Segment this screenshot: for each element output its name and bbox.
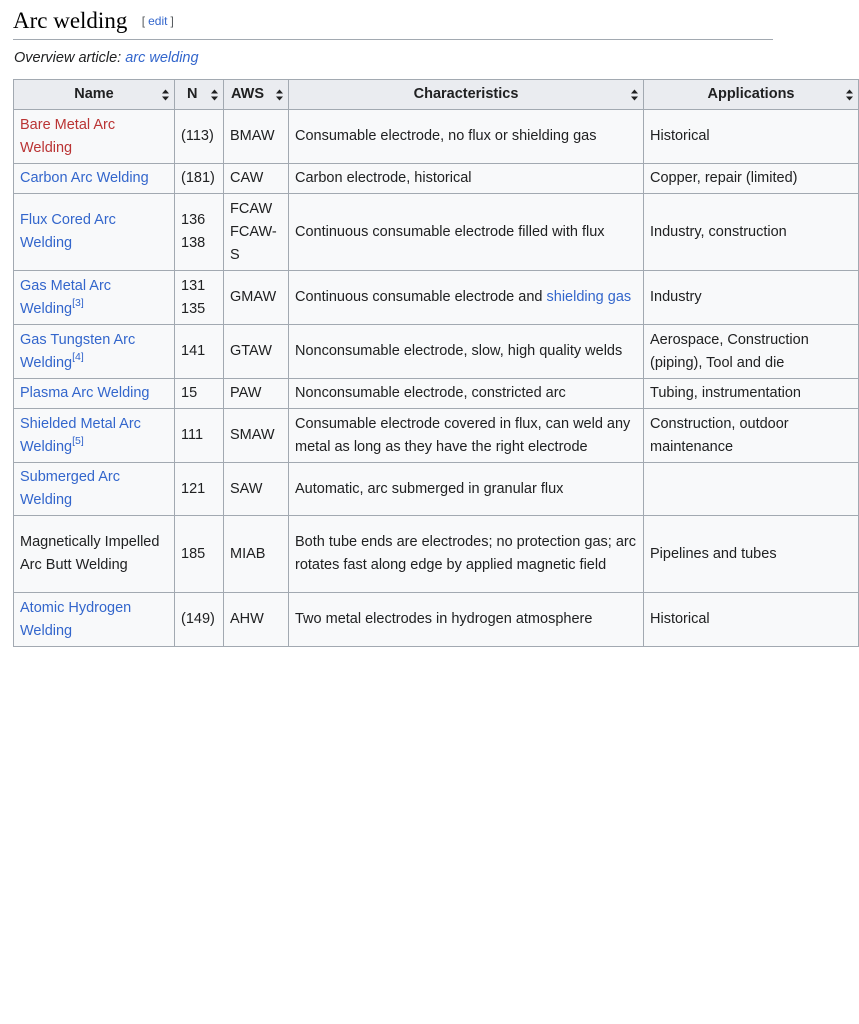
row-name-link[interactable]: Submerged Arc Welding: [20, 469, 120, 508]
cell-applications: Industry, construction: [644, 194, 859, 271]
cell-n: 185: [175, 516, 224, 593]
aws-value-1: FCAW: [230, 200, 273, 217]
cell-aws: MIAB: [224, 516, 289, 593]
cell-n: [175, 194, 224, 271]
row-name-link[interactable]: Shielded Metal Arc Welding: [20, 415, 141, 455]
cell-applications: Copper, repair (limited): [644, 164, 859, 194]
column-header-name-label: Name: [74, 86, 114, 102]
n-value-1: 131: [181, 277, 206, 294]
row-name-link[interactable]: Bare Metal Arc Welding: [20, 116, 116, 156]
cell-n: (113): [175, 110, 224, 164]
hatnote-link[interactable]: arc welding: [125, 50, 199, 66]
shielding-gas-link[interactable]: shielding gas: [546, 289, 632, 305]
column-header-aws-label: AWS: [231, 86, 265, 102]
table-row: [14, 164, 859, 194]
sort-icon: [846, 89, 853, 100]
table-row: [14, 379, 859, 409]
cell-aws: SAW: [224, 463, 289, 516]
table-header-row: [14, 80, 859, 110]
cell-applications: Tubing, instrumentation: [644, 379, 859, 409]
sort-icon: [631, 89, 638, 100]
column-header-characteristics-label: Characteristics: [413, 86, 519, 102]
cell-applications: [644, 463, 859, 516]
cell-characteristics: [289, 271, 644, 325]
column-header-name[interactable]: [14, 80, 175, 110]
cell-n: (149): [175, 593, 224, 647]
cell-n: 121: [175, 463, 224, 516]
cell-aws: SMAW: [224, 409, 289, 463]
table-row: [14, 194, 859, 271]
characteristics-text: Continuous consumable electrode and: [295, 289, 547, 305]
cell-name: Magnetically Impelled Arc Butt Welding: [14, 516, 175, 593]
cell-aws: GMAW: [224, 271, 289, 325]
cell-name: [14, 409, 175, 463]
cell-characteristics: Two metal electrodes in hydrogen atmosphere: [289, 593, 644, 647]
aws-value-2: FCAW-S: [230, 223, 277, 263]
cell-applications: Historical: [644, 593, 859, 647]
table-row: [14, 271, 859, 325]
cell-aws: CAW: [224, 164, 289, 194]
row-name-link[interactable]: Atomic Hydrogen Welding: [20, 599, 132, 639]
table-row: [14, 409, 859, 463]
column-header-n-label: N: [187, 86, 198, 102]
cell-characteristics: Automatic, arc submerged in granular flux: [289, 463, 644, 516]
cell-n: (181): [175, 164, 224, 194]
cell-applications: [644, 409, 859, 463]
hatnote-prefix: Overview article:: [14, 50, 126, 66]
cell-applications: Historical: [644, 110, 859, 164]
sort-icon: [276, 89, 283, 100]
sort-icon: [211, 89, 218, 100]
table-row: [14, 110, 859, 164]
applications-line-1: Construction, outdoor: [650, 415, 789, 432]
row-name-link[interactable]: Plasma Arc Welding: [20, 385, 150, 401]
cell-characteristics: Consumable electrode covered in flux, can weld any metal as long as they have the right electrode: [289, 409, 644, 463]
cell-characteristics: Continuous consumable electrode filled with flux: [289, 194, 644, 271]
cell-name: [14, 463, 175, 516]
applications-line-1: Aerospace, Construction: [650, 331, 809, 348]
cell-aws: [224, 194, 289, 271]
cell-n: 111: [175, 409, 224, 463]
column-header-n[interactable]: [175, 80, 224, 110]
hatnote: [14, 50, 199, 66]
column-header-applications-label: Applications: [707, 86, 795, 102]
cell-name: [14, 164, 175, 194]
section-title: Arc welding: [13, 8, 128, 33]
cell-n: 141: [175, 325, 224, 379]
column-header-aws[interactable]: [224, 80, 289, 110]
n-value-1: 136: [181, 212, 206, 228]
n-value-2: 135: [181, 300, 206, 317]
edit-bracket-close: ]: [170, 14, 174, 28]
row-name-link[interactable]: Flux Cored Arc Welding: [20, 212, 116, 251]
cell-applications: [644, 325, 859, 379]
cell-name: [14, 379, 175, 409]
table-row: [14, 593, 859, 647]
reference-marker[interactable]: [4]: [72, 350, 84, 363]
section-heading: [13, 6, 773, 40]
reference-marker[interactable]: [5]: [72, 434, 84, 447]
table-row: [14, 325, 859, 379]
article-page: [13, 0, 809, 1024]
column-header-applications[interactable]: [644, 80, 859, 110]
cell-n: 15: [175, 379, 224, 409]
cell-name: [14, 325, 175, 379]
cell-characteristics: Nonconsumable electrode, slow, high quality welds: [289, 325, 644, 379]
row-name-link[interactable]: Gas Tungsten Arc Welding: [20, 331, 136, 371]
table-row: [14, 463, 859, 516]
applications-line-2: maintenance: [650, 438, 734, 455]
cell-name: [14, 271, 175, 325]
arc-welding-table: [13, 79, 859, 647]
edit-section: [142, 14, 174, 28]
reference-marker[interactable]: [3]: [72, 296, 84, 309]
row-name-link[interactable]: Carbon Arc Welding: [20, 170, 149, 186]
edit-link[interactable]: edit: [148, 14, 168, 28]
sort-icon: [162, 89, 169, 100]
cell-name: [14, 593, 175, 647]
cell-aws: GTAW: [224, 325, 289, 379]
column-header-characteristics[interactable]: [289, 80, 644, 110]
cell-characteristics: Both tube ends are electrodes; no protection gas; arc rotates fast along edge by applied magnetic field: [289, 516, 644, 593]
cell-aws: AHW: [224, 593, 289, 647]
cell-applications: Industry: [644, 271, 859, 325]
cell-characteristics: Nonconsumable electrode, constricted arc: [289, 379, 644, 409]
cell-aws: BMAW: [224, 110, 289, 164]
cell-characteristics: Carbon electrode, historical: [289, 164, 644, 194]
table-row: [14, 516, 859, 593]
n-value-2: 138: [181, 235, 206, 251]
cell-n: [175, 271, 224, 325]
cell-applications: Pipelines and tubes: [644, 516, 859, 593]
cell-name: [14, 110, 175, 164]
applications-line-2: (piping), Tool and die: [650, 354, 785, 371]
edit-bracket-open: [: [141, 14, 146, 28]
row-name-link[interactable]: Gas Metal Arc Welding: [20, 277, 112, 317]
cell-aws: PAW: [224, 379, 289, 409]
cell-characteristics: Consumable electrode, no flux or shielding gas: [289, 110, 644, 164]
cell-name: [14, 194, 175, 271]
